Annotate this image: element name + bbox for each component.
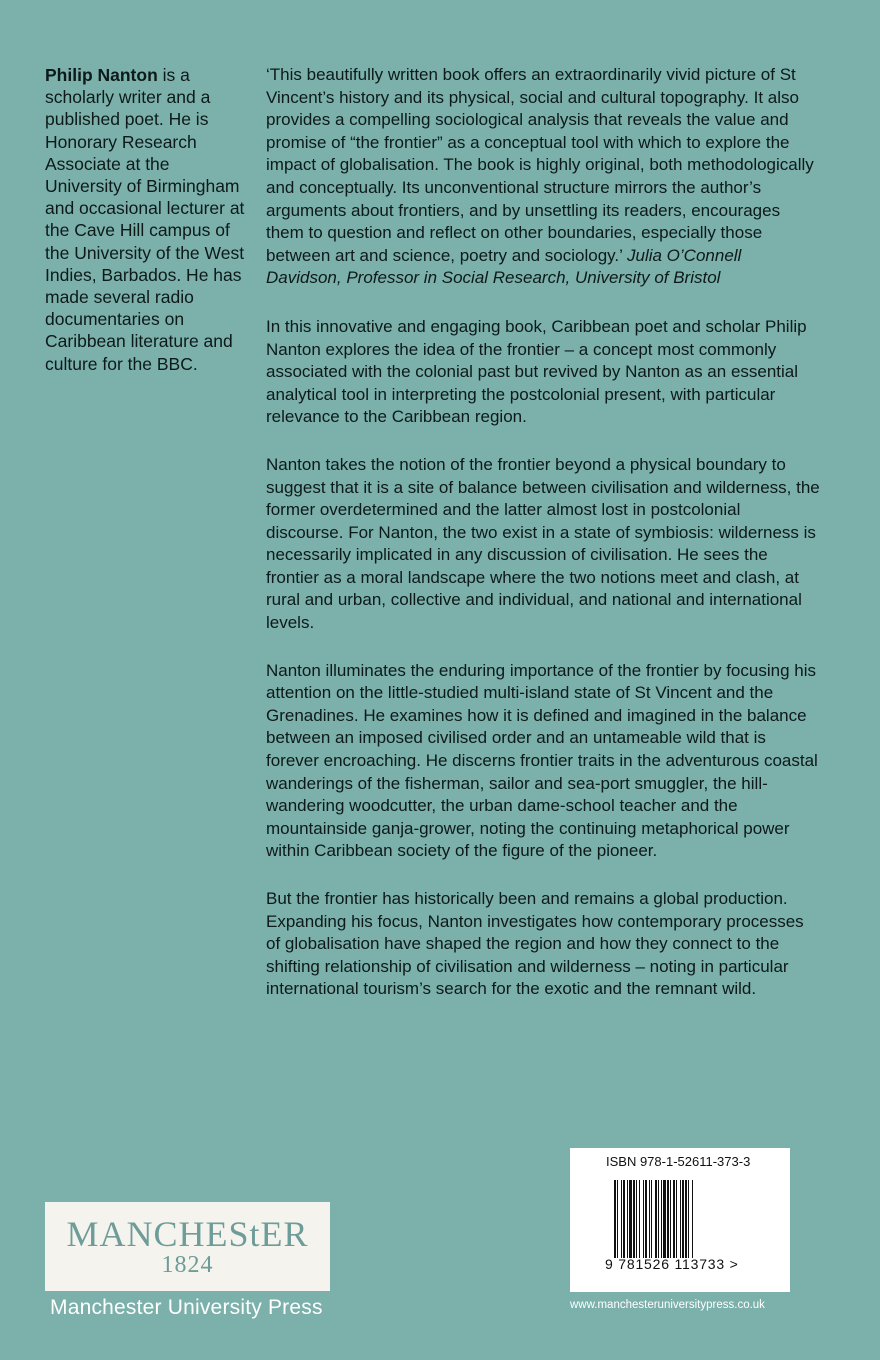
barcode-icon (614, 1180, 752, 1258)
description-paragraph: But the frontier has historically been and remains a global production. Expanding his focus, Nanton investigates how contemporary processes of globalisation have shaped the region and how they connect to the shifting relationship of civilisation and wilderness – noting in particular international tourism’s search for the exotic and the remnant wild. (266, 889, 804, 999)
publisher-name: Manchester University Press (50, 1296, 323, 1319)
quote-attribution: Julia O’Connell Davidson, Professor in Social Research, University of Bristol (266, 245, 742, 288)
publisher-logo (45, 1202, 330, 1291)
logo-title: MANCHEStER (66, 1214, 309, 1254)
publisher-url: www.manchesteruniversitypress.co.uk (570, 1299, 765, 1311)
isbn-label: ISBN 978-1-52611-373-3 (606, 1154, 751, 1169)
description-paragraph: In this innovative and engaging book, Caribbean poet and scholar Philip Nanton explores the idea of the frontier – a concept most commonly associated with the colonial past but revived by Nanton as an essential analytical tool in interpreting the postcolonial present, with particular relevance to the Caribbean region. (266, 316, 807, 427)
blurb (266, 64, 821, 1026)
author-name: Philip Nanton (45, 65, 158, 85)
quote-text: ‘This beautifully written book offers an extraordinarily vivid picture of St Vincent’s history and its physical, social and cultural topography. It also provides a compelling sociological analysis that reveals the value and promise of “the frontier” as a conceptual tool with which to explore the impact of globalisation. The book is highly original, both methodologically and conceptually. Its unconventional structure mirrors the author’s arguments about frontiers, and by unsettling its readers, encourages them to question and reflect on other boundaries, especially those between art and science, poetry and sociology.’ (266, 65, 814, 265)
author-bio-text: is a scholarly writer and a published poet. He is Honorary Research Associate at the University of Birmingham and occasional lecturer at the Cave Hill campus of the University of the West Indies, Barbados. He has made several radio documentaries on Caribbean literature and culture for the BBC. (45, 65, 245, 374)
description-paragraph: Nanton takes the notion of the frontier beyond a physical boundary to suggest that it is a site of balance between civilisation and wilderness, the former overdetermined and the latter almost lost in postcolonial discourse. For Nanton, the two exist in a state of symbiosis: wilderness is necessarily implicated in any discussion of civilisation. He sees the frontier as a moral landscape where the two notions meet and clash, at rural and urban, collective and individual, and national and international levels. (266, 454, 820, 633)
author-bio (45, 64, 245, 375)
logo-year: 1824 (161, 1252, 214, 1278)
endorsement-quote (266, 64, 821, 290)
description-paragraph: Nanton illuminates the enduring importance of the frontier by focusing his attention on the little-studied multi-island state of St Vincent and the Grenadines. He examines how it is defined and imagined in the balance between an imposed civilised order and an untameable wild that is forever encroaching. He discerns frontier traits in the adventurous coastal wanderings of the fisherman, sailor and sea-port smuggler, the hill-wandering woodcutter, the urban dame-school teacher and the mountainside ganja-grower, noting the continuing metaphorical power within Caribbean society of the figure of the pioneer. (266, 660, 818, 861)
barcode-panel (570, 1148, 790, 1292)
barcode-digits: 9 781526 113733 > (605, 1256, 739, 1272)
